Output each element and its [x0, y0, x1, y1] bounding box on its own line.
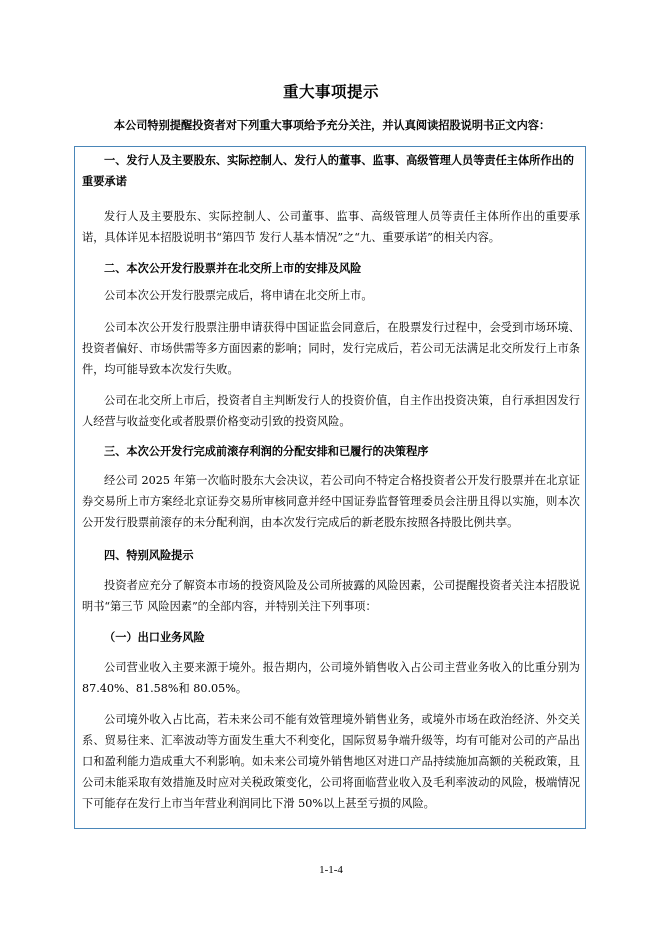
section-2-paragraph: 公司本次公开发行股票完成后，将申请在北交所上市。	[104, 289, 373, 302]
subsection-paragraph: 公司营业收入主要来源于境外。报告期内，公司境外销售收入占公司主营业务收入的比重分别为 87.40%、81.58%和 80.05%。	[82, 661, 580, 695]
section-2-paragraph: 公司本次公开发行股票注册申请获得中国证监会同意后，在股票发行过程中，会受到市场环境、投资者偏好、市场供需等多方面因素的影响；同时，发行完成后，若公司无法满足北交所发行上市条件，均可能导致本次发行失败。	[82, 321, 580, 376]
section-heading-4: 四、特别风险提示	[104, 549, 194, 562]
subsection-heading: （一）出口业务风险	[104, 631, 205, 644]
subsection-paragraph: 公司境外收入占比高，若未来公司不能有效管理境外销售业务，或境外市场在政治经济、外交关系、贸易往来、汇率波动等方面发生重大不利变化，国际贸易争端升级等，均有可能对公司的产品出口和盈利能力造成重大不利影响。如未来公司境外销售地区对进口产品持续施加高额的关税政策，且公司未能采取有效措施及时应对关税政策变化，公司将面临营业收入及毛利率波动的风险，极端情况下可能存在发行上市当年营业利润同比下滑 50%以上甚至亏损的风险。	[82, 713, 580, 810]
section-heading-2: 二、本次公开发行股票并在北交所上市的安排及风险	[104, 262, 362, 275]
section-heading-1: 一、发行人及主要股东、实际控制人、发行人的董事、监事、高级管理人员等责任主体所作出的重要承诺	[82, 154, 574, 188]
section-1-paragraph: 发行人及主要股东、实际控制人、公司董事、监事、高级管理人员等责任主体所作出的重要承诺，具体详见本招股说明书“第四节 发行人基本情况”之“九、重要承诺”的相关内容。	[82, 210, 580, 244]
intro-notice: 本公司特别提醒投资者对下列重大事项给予充分关注，并认真阅读招股说明书正文内容：	[113, 119, 551, 132]
section-4-paragraph: 投资者应充分了解资本市场的投资风险及公司所披露的风险因素，公司提醒投资者关注本招股说明书“第三节 风险因素”的全部内容，并特别关注下列事项：	[82, 579, 580, 613]
section-2-paragraph: 公司在北交所上市后，投资者自主判断发行人的投资价值，自主作出投资决策，自行承担因发行人经营与收益变化或者股票价格变动引致的投资风险。	[82, 394, 580, 428]
page-number: 1-1-4	[319, 864, 343, 876]
section-3-paragraph: 经公司 2025 年第一次临时股东大会决议，若公司向不特定合格投资者公开发行股票并在北京证券交易所上市方案经北京证券交易所审核同意并经中国证券监督管理委员会注册且得以实施，则本次公开发行股票前滚存的未分配利润，由本次发行完成后的新老股东按照各持股比例共享。	[82, 474, 580, 529]
section-heading-3: 三、本次公开发行完成前滚存利润的分配安排和已履行的决策程序	[104, 445, 429, 458]
page-title: 重大事项提示	[282, 83, 379, 101]
